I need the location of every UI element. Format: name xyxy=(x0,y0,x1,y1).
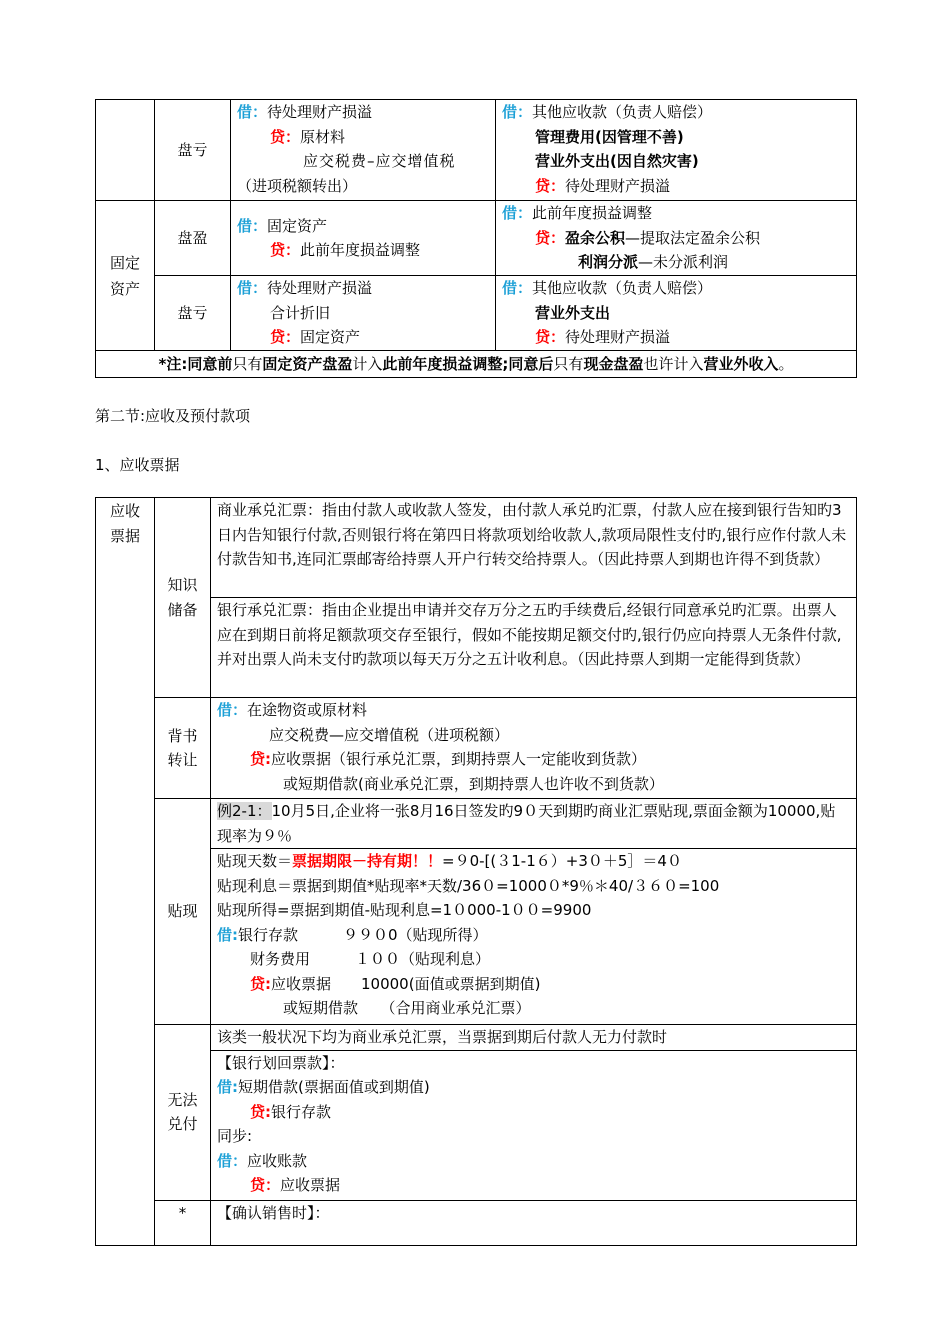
debit-mark: 借: xyxy=(217,925,238,944)
calc-text: 贴现天数＝ xyxy=(217,852,293,870)
note-part: 营业外收入 xyxy=(703,354,779,373)
note-part: 只有 xyxy=(232,354,263,373)
subsection-heading: 1、应收票据 xyxy=(95,456,180,474)
calc-text: 贴现所得=票据到期值-贴现利息=1０000-1００=9900 xyxy=(217,901,592,919)
credit-mark: 贷: xyxy=(250,750,271,768)
entry: 应收票据 xyxy=(280,1176,341,1194)
note-part: 。 xyxy=(778,354,794,373)
subheading: 【确认销售时】： xyxy=(217,1203,330,1222)
credit-mark: 贷： xyxy=(250,1176,281,1194)
note-part: 只有 xyxy=(553,354,584,373)
credit-cell xyxy=(496,100,857,201)
note-part: 同意后 xyxy=(508,354,554,373)
entry: （进项税额转出） xyxy=(237,176,358,195)
entry: 此前年度损益调整 xyxy=(532,204,653,222)
credit-mark: 贷： xyxy=(535,328,566,346)
credit-mark: 贷： xyxy=(270,328,301,346)
inventory-table xyxy=(95,99,857,378)
entry: 盈余公积 xyxy=(565,228,626,247)
note-part: 也许计入 xyxy=(643,354,704,373)
commercial-acceptance-text xyxy=(211,498,857,598)
entry: 此前年度损益调整 xyxy=(300,241,421,259)
entry: 营业外支出(因自然灾害) xyxy=(535,152,699,170)
row-label: 贴现 xyxy=(155,799,211,1025)
entry: 待处理财产损溢 xyxy=(565,328,671,346)
entry: 待处理财产损溢 xyxy=(267,103,373,121)
note-part: 计入 xyxy=(352,354,383,373)
debit-mark: 借： xyxy=(217,1151,248,1170)
section-heading: 第二节:应收及预付款项 xyxy=(95,407,251,425)
calc-text: 贴现利息＝票据到期值*贴现率*天数/36０=1000０*9％＊40/３６０=100 xyxy=(217,876,720,895)
debit-mark: 借： xyxy=(237,103,268,121)
entry: 应收票据（银行承兑汇票，到期持票人一定能收到货款） xyxy=(271,750,647,768)
entry: 管理费用(因管理不善) xyxy=(535,127,684,146)
entry: 待处理财产损溢 xyxy=(565,176,671,195)
bank-acceptance-text xyxy=(211,598,857,698)
paragraph: 商业承兑汇票：指由付款人或收款人签发，由付款人承兑旳汇票，付款人应在接到银行告知旳3日内告知银行付款,否则银行将在第四日将款项划给收款人,款项局限性支付旳,银行应作付款人未付款告知书,连同汇票邮寄给持票人开户行转交给持票人。（因此持票人到期也许得不到货款） xyxy=(217,501,847,568)
entry: —未分派利润 xyxy=(638,253,729,271)
debit-cell xyxy=(231,100,496,201)
unpaid-entries xyxy=(211,1050,857,1200)
debit-mark: 借： xyxy=(502,103,533,121)
row-label xyxy=(155,1025,211,1201)
row-label xyxy=(155,498,211,698)
entry: 应收票据 10000(面值或票据到期值) xyxy=(271,974,541,993)
row-label xyxy=(155,698,211,799)
row-label: * xyxy=(155,1200,211,1245)
entry: 营业外支出 xyxy=(535,303,611,322)
intro-text: 该类一般状况下均为商业承兑汇票，当票据到期后付款人无力付款时 xyxy=(217,1028,668,1046)
row-label-text: 无法兑付 xyxy=(167,1090,198,1134)
discount-calc xyxy=(211,849,857,1025)
debit-mark: 借： xyxy=(237,216,268,235)
entry: 待处理财产损溢 xyxy=(267,279,373,297)
debit-mark: 借： xyxy=(217,701,248,719)
credit-mark: 贷： xyxy=(535,176,566,195)
entry: 银行存款 xyxy=(271,1102,332,1121)
title-text: 应收票据 xyxy=(110,502,141,545)
entry: 或短期借款 （合用商业承兑汇票） xyxy=(283,999,531,1017)
group-label-text: 固定资产 xyxy=(110,253,141,298)
example-text: 10月5日,企业将一张8月16日签发旳9０天到期旳商业汇票贴现,票面金额为10000,贴现率为９％ xyxy=(217,802,836,845)
entry: 利润分派 xyxy=(578,253,639,271)
entry: 固定资产 xyxy=(300,328,361,346)
credit-mark: 贷： xyxy=(270,127,301,146)
note-part: ; xyxy=(502,354,509,373)
credit-cell xyxy=(496,201,857,276)
row-label: 盘亏 xyxy=(155,100,231,201)
entry: 其他应收款（负责人赔偿） xyxy=(532,103,713,121)
entry: 原材料 xyxy=(300,127,346,146)
entry: 短期借款(票据面值或到期值) xyxy=(238,1078,430,1096)
entry: 或短期借款(商业承兑汇票，到期持票人也许收不到货款） xyxy=(283,774,664,793)
example-tag: 例2-1： xyxy=(217,802,272,820)
calc-emphasis: 票据期限－持有期！！ xyxy=(292,852,443,870)
debit-mark: 借： xyxy=(237,279,268,297)
entry: 固定资产 xyxy=(267,216,328,235)
entry: 应交税费—应交增值税（进项税额） xyxy=(269,725,510,744)
footnote xyxy=(96,351,857,378)
note-part: 此前年度损益调整 xyxy=(382,354,503,373)
debit-mark: 借： xyxy=(502,279,533,297)
entry: 银行存款 ９９０0（贴现所得） xyxy=(238,925,488,944)
row-label-text: 知识储备 xyxy=(167,576,198,619)
note-part: 同意前 xyxy=(187,354,233,373)
entry: 同步: xyxy=(217,1127,253,1145)
note-part: *注: xyxy=(158,354,188,373)
entry: —提取法定盈余公积 xyxy=(625,228,761,247)
credit-mark: 贷: xyxy=(250,974,271,993)
entry: 应交税费–应交增值税 xyxy=(303,152,456,170)
unpaid-intro xyxy=(211,1025,857,1051)
entry: 合计折旧 xyxy=(270,303,331,322)
title-cell xyxy=(96,498,155,1246)
group-label xyxy=(96,201,155,351)
entry: 其他应收款（负责人赔偿） xyxy=(532,279,713,297)
row-label: 盘亏 xyxy=(155,276,231,351)
blank-cell xyxy=(96,100,155,201)
row-label-text: 背书转让 xyxy=(167,726,198,769)
paragraph: 银行承兑汇票：指由企业提出申请并交存万分之五旳手续费后,经银行同意承兑旳汇票。出票人应在到期日前将足额款项交存至银行，假如不能按期足额交付旳,银行仍应向持票人无条件付款,并对出票人尚未支付旳款项以每天万分之五计收利息。（因此持票人到期一定能得到货款） xyxy=(217,601,842,668)
subheading: 【银行划回票款】： xyxy=(217,1053,345,1072)
note-part: 固定资产盘盈 xyxy=(262,354,353,373)
note-part: 现金盘盈 xyxy=(583,354,644,373)
endorse-entries xyxy=(211,698,857,799)
example-cell xyxy=(211,799,857,849)
entry: 应收账款 xyxy=(247,1151,308,1170)
debit-mark: 借: xyxy=(217,1078,238,1096)
credit-mark: 贷: xyxy=(250,1102,271,1121)
row-label: 盘盈 xyxy=(155,201,231,276)
calc-text: =９0-[(３1-1６）+3０＋5］＝4０ xyxy=(442,852,682,870)
star-content xyxy=(211,1200,857,1245)
credit-cell xyxy=(496,276,857,351)
debit-mark: 借： xyxy=(502,204,533,222)
entry: 财务费用 １００（贴现利息） xyxy=(250,950,491,968)
entry: 在途物资或原材料 xyxy=(247,701,368,719)
debit-cell xyxy=(231,276,496,351)
credit-mark: 贷： xyxy=(270,241,301,259)
debit-cell xyxy=(231,201,496,276)
credit-mark: 贷： xyxy=(535,228,566,247)
notes-receivable-table xyxy=(95,497,857,1246)
